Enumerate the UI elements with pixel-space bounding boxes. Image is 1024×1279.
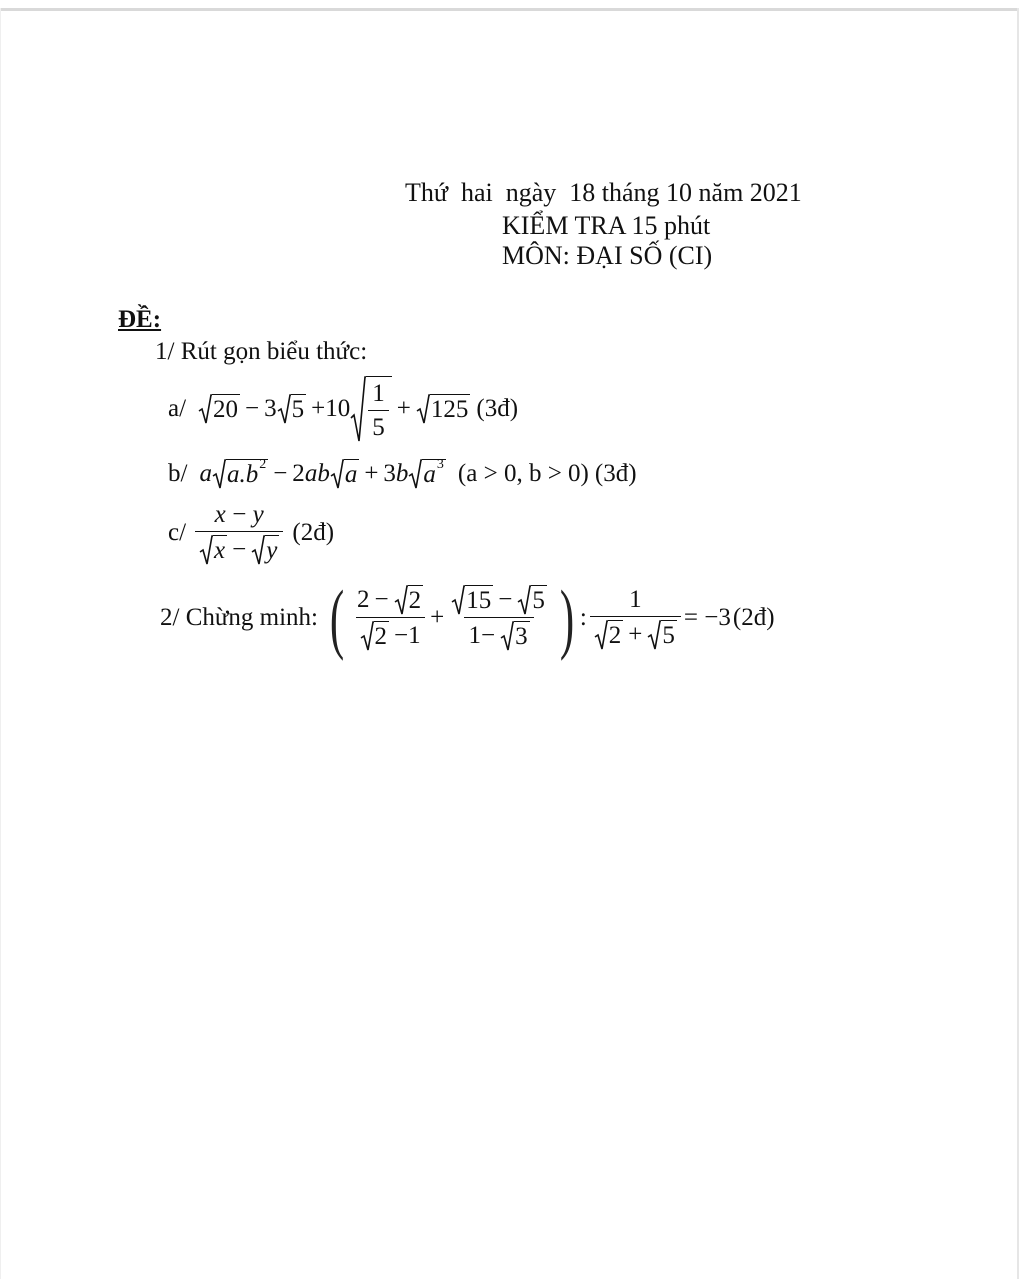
q1b-points: (3đ) [594, 460, 637, 487]
question-1-label: 1/ Rút gọn biểu thức: [155, 338, 368, 365]
subject-line: MÔN: ĐẠI SỐ (CI) [502, 241, 713, 270]
fraction-2b: 15 − 5 1− 3 [447, 585, 551, 651]
section-title: ĐỀ: [118, 306, 162, 333]
fraction-2a: 2 − 2 2 −1 [353, 585, 427, 651]
right-border [1017, 8, 1019, 1279]
q2-result: = −3 [683, 604, 731, 631]
sqrt-5: 5 [277, 394, 307, 424]
question-2: 2/ Chừng minh: ( 2 − 2 2 −1 + 15 − 5 1− 3 ) : 1 2 + 5 = −3 (2đ) [160, 574, 775, 661]
top-border [0, 8, 1019, 11]
fraction-2c: 1 2 + 5 [590, 586, 681, 650]
q1b-condition: (a > 0, b > 0) [457, 460, 589, 487]
question-1c [168, 497, 334, 569]
q1c-prefix: c/ [168, 519, 187, 546]
sqrt-125: 125 [416, 394, 471, 424]
question-1a: a/ 20 − 3 5 +10 $\frac{1}{5}$ + 125 (3đ) [168, 374, 518, 444]
sqrt-20: 20 [198, 394, 240, 424]
question-1b: b/ a a.b 2 − 2ab a + 3b a 3 (a > 0, b > 0) (3đ) [168, 457, 637, 488]
q1c-points: (2đ) [292, 519, 335, 546]
sqrt-ab2: a.b 2 [212, 459, 268, 489]
left-border [0, 8, 1, 1279]
sqrt-a3: a 3 [408, 459, 446, 489]
sqrt-one-fifth: $\frac{1}{5}$ [350, 376, 392, 442]
q1a-points: (3đ) [476, 395, 519, 422]
fraction-c: x − y x − y [195, 501, 283, 565]
test-title: KIỂM TRA 15 phút [502, 211, 711, 240]
sqrt-a: a [330, 459, 360, 489]
question-2-label: 2/ Chừng minh: [160, 604, 319, 631]
date-line: Thứ hai ngày 18 tháng 10 năm 2021 [405, 178, 802, 207]
q2-points: (2đ) [732, 604, 775, 631]
q1a-prefix: a/ [168, 395, 187, 422]
q1b-prefix: b/ [168, 460, 188, 487]
